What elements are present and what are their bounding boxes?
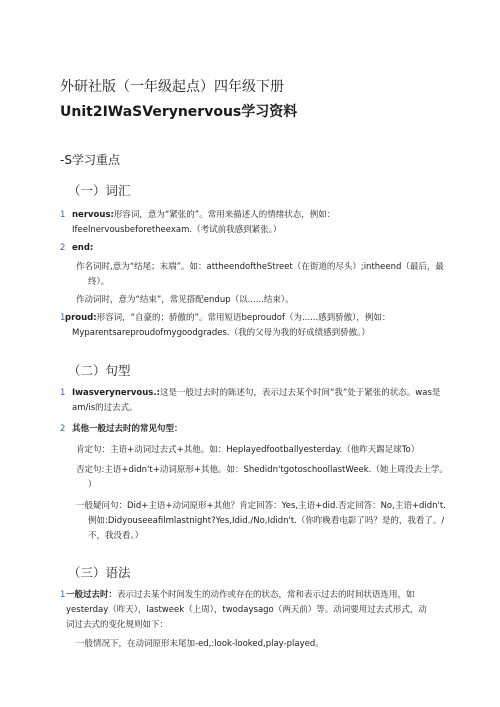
vocab-item-1-definition: 形容词，意为“紧张的”。常用来描述人的情绪状态，例如： [113, 210, 336, 220]
vocab-item-2-verb-usage: 作动词时，意为“结束”，常见搭配endup（以......结束）。 [76, 295, 294, 305]
section-heading: -S学习重点 [60, 153, 120, 167]
grammar-term-past-tense: 一般过去时： [66, 590, 118, 600]
vocab-item-1-number: 1 [60, 210, 66, 220]
sentence-item-2-heading: 其他一般过去时的常见句型： [72, 424, 183, 434]
grammar-rule-regular: 一般情况下，在动词原形末尾加-ed,:look-looked,play-played。 [76, 639, 324, 649]
vocab-term-proud: proud: [65, 313, 97, 323]
vocab-item-2-number: 2 [60, 243, 66, 253]
sentence-item-1 [72, 387, 440, 399]
grammar-item-1-rules-intro: 词过去式的变化规则如下： [66, 620, 169, 630]
question-pattern: 一般疑问句：Did+主语+动词原形+其他？肯定回答：Yes,主语+did.否定回答：No,主语+didn't. [76, 501, 446, 511]
affirmative-pattern: 肯定句：主语+动词过去式+其他。如：Heplayedfootballyesterday.（他昨天踢足球To） [76, 445, 420, 455]
grammar-item-1-number: 1 [60, 590, 66, 600]
vocab-item-2-noun-usage-cont: 终）。 [88, 277, 110, 287]
vocab-item-1 [72, 209, 335, 221]
negative-pattern: 否定句:主语+didn't+动词原形+其他。如：Shedidn'tgotoschoollastWeek.（她上周没去上学。 [76, 465, 448, 475]
vocab-heading: （一）词汇 [68, 183, 131, 198]
document-title: 外研社版（一年级起点）四年级下册 [60, 79, 284, 95]
grammar-heading: （三）语法 [68, 565, 131, 580]
question-pattern-example-cont: 不，我没看。） [88, 531, 144, 541]
vocab-item-3-example: Myparentsareproudofmygoodgrades.（我的父母为我的好成绩感到骄傲。） [72, 328, 370, 338]
sentence-item-1-explanation: 这是一般过去时的陈述句，表示过去某个时间“我”处于紧张的状态。was是 [159, 388, 441, 398]
vocab-item-3-definition: 形容词，“自豪的；骄傲的”。常用短语beproudof（为......感到骄傲），例如： [96, 313, 391, 323]
vocab-term-nervous: nervous: [72, 210, 114, 220]
sentence-term-nervous: Iwasverynervous.: [72, 388, 160, 398]
vocab-term-end: end: [72, 243, 94, 253]
vocab-item-3 [65, 312, 390, 324]
sentence-item-2-number: 2 [60, 424, 66, 434]
vocab-item-3-number: 1 [60, 313, 66, 323]
negative-pattern-cont: ） [88, 480, 97, 490]
question-pattern-example: 例如:Didyouseeafilmlastnight?Yes,Idid./No,Ididn't.（你昨晚看电影了吗？是的，我看了。/ [88, 516, 445, 526]
sentence-item-1-explanation-cont: am/is的过去式。 [72, 403, 138, 413]
grammar-item-1-explanation: 表示过去某个时间发生的动作或存在的状态，常和表示过去的时间状语连用，如 [117, 590, 415, 600]
sentence-heading: （二）句型 [68, 363, 131, 378]
vocab-item-1-example: Ifeelnervousbeforetheexam.（考试前我感到紧张。） [72, 225, 282, 235]
grammar-item-1 [66, 589, 415, 601]
grammar-item-1-time-words: yesterday（昨天），lastweek（上周），twodaysago（两天前）等。动词要用过去式形式，动 [66, 605, 427, 615]
vocab-item-2-noun-usage: 作名词时,意为“结尾；末端”。如：attheendoftheStreet（在街道的尽头）;intheend（最后，最 [76, 262, 444, 272]
document-subtitle: Unit2IWaSVerynervous学习资料 [60, 104, 298, 120]
sentence-item-1-number: 1 [60, 388, 66, 398]
